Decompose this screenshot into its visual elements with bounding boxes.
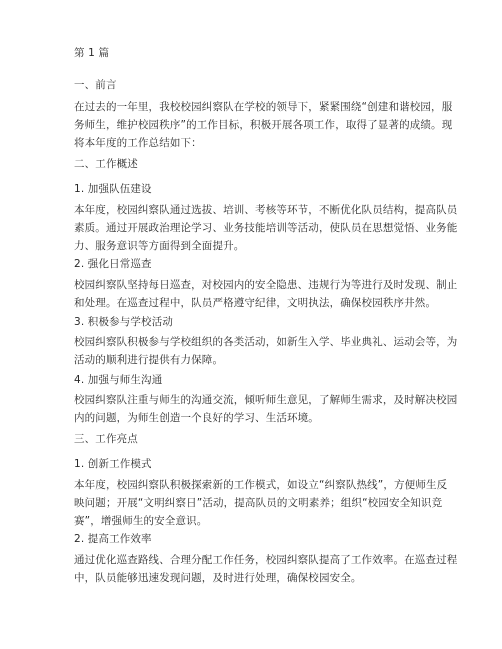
item-paragraph: [74, 476, 448, 530]
item-title: 1. 创新工作模式: [74, 458, 152, 470]
section-heading-overview: 二、工作概述: [74, 158, 138, 170]
item-title: 1. 加强队伍建设: [74, 183, 152, 195]
paragraph-line: 通过优化巡查路线、合理分配工作任务，校园纠察队提高了工作效率。在巡查过程: [74, 554, 458, 566]
paragraph-line: 赛”，增强师生的安全意识。: [74, 515, 208, 527]
section-heading-highlights: 三、工作亮点: [74, 433, 138, 445]
item-paragraph: [74, 551, 458, 587]
paragraph-line: 内的问题，为师生创造一个良好的学习、生活环境。: [74, 412, 319, 424]
item-paragraph: [74, 276, 458, 312]
intro-paragraph: [74, 98, 453, 152]
item-title: 2. 提高工作效率: [74, 533, 152, 545]
item-title: 3. 积极参与学校活动: [74, 316, 174, 328]
paragraph-line: 务师生，维护校园秩序”的工作目标，积极开展各项工作，取得了显著的成绩。现: [74, 119, 453, 131]
item-title: 2. 强化日常巡查: [74, 258, 152, 270]
paragraph-line: 将本年度的工作总结如下：: [74, 137, 202, 149]
item-paragraph: [74, 391, 458, 427]
paragraph-line: 校园纠察队注重与师生的沟通交流，倾听师生意见，了解师生需求，及时解决校园: [74, 394, 458, 406]
item-paragraph: [74, 333, 458, 369]
paragraph-line: 力、服务意识等方面得到全面提升。: [74, 240, 245, 252]
paragraph-line: 校园纠察队坚持每日巡查，对校园内的安全隐患、违规行为等进行及时发现、制止: [74, 279, 458, 291]
paragraph-line: 和处理。在巡查过程中，队员严格遵守纪律，文明执法，确保校园秩序井然。: [74, 297, 437, 309]
paragraph-line: 本年度，校园纠察队积极探索新的工作模式，如设立“纠察队热线”，方便师生反: [74, 479, 448, 491]
item-paragraph: [74, 201, 458, 255]
page-label: 第 1 篇: [74, 47, 110, 59]
paragraph-line: 中，队员能够迅速发现问题，及时进行处理，确保校园安全。: [74, 572, 362, 584]
paragraph-line: 本年度，校园纠察队通过选拔、培训、考核等环节，不断优化队员结构，提高队员: [74, 204, 458, 216]
paragraph-line: 映问题；开展“文明纠察日”活动，提高队员的文明素养；组织“校园安全知识竞: [74, 497, 443, 509]
section-heading-preface: 一、前言: [74, 79, 117, 91]
paragraph-line: 素质。通过开展政治理论学习、业务技能培训等活动，使队员在思想觉悟、业务能: [74, 222, 458, 234]
paragraph-line: 校园纠察队积极参与学校组织的各类活动，如新生入学、毕业典礼、运动会等，为: [74, 336, 458, 348]
paragraph-line: 在过去的一年里，我校校园纠察队在学校的领导下，紧紧围绕“创建和谐校园，服: [74, 101, 453, 113]
item-title: 4. 加强与师生沟通: [74, 374, 163, 386]
paragraph-line: 活动的顺利进行提供有力保障。: [74, 354, 224, 366]
